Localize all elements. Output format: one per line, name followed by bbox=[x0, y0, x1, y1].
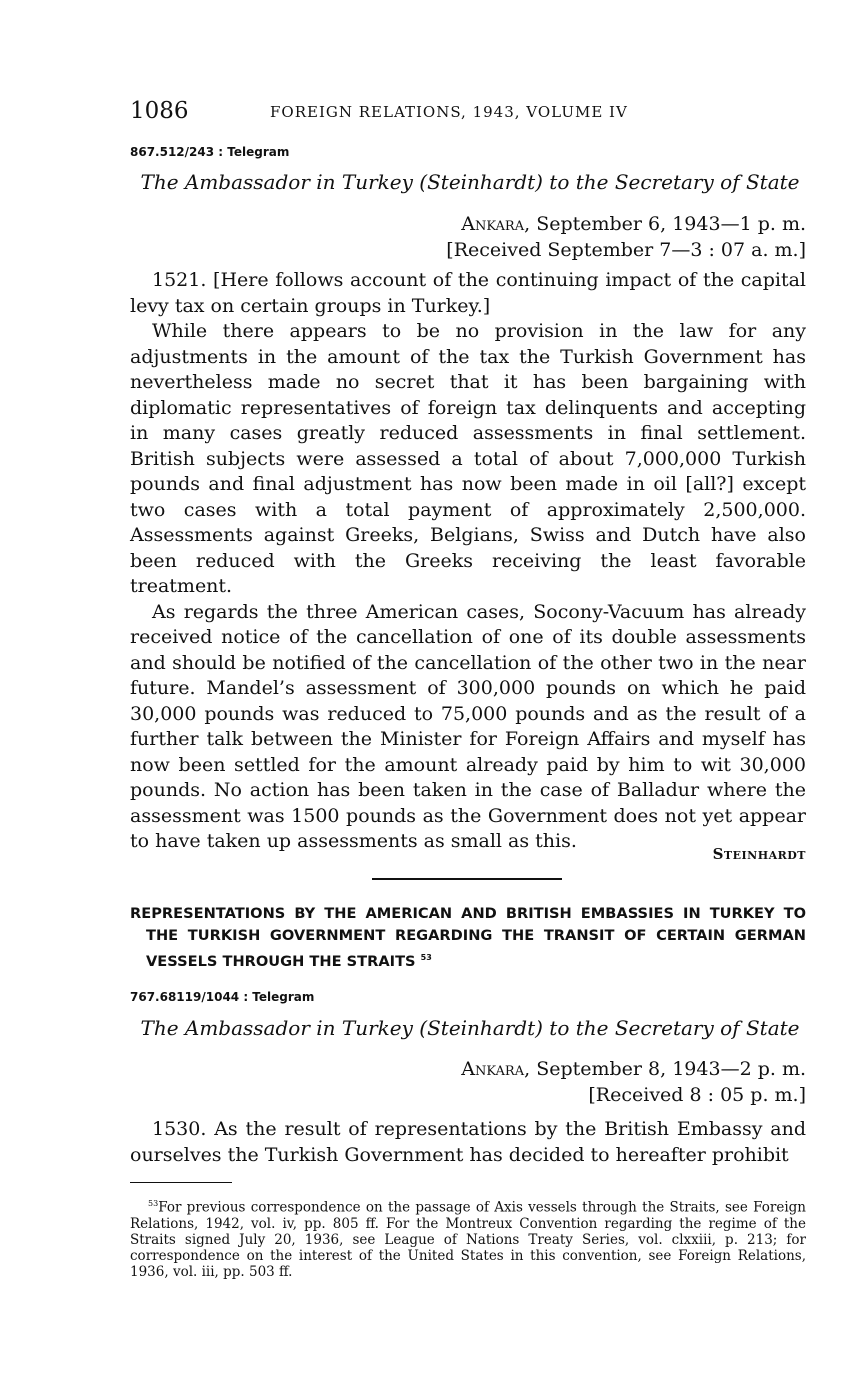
file-reference-1: 867.512/243 : Telegram bbox=[130, 145, 290, 159]
file-reference-2: 767.68119/1044 : Telegram bbox=[130, 990, 315, 1004]
signature: Steinhardt bbox=[712, 845, 806, 863]
dateline-date-1: , September 6, 1943—1 p. m. bbox=[524, 213, 806, 235]
section-heading bbox=[130, 903, 806, 973]
footnote-reference: 53 bbox=[420, 953, 432, 962]
paragraph-2: While there appears to be no provision in the law for any adjustments in the amount of the tax the Turkish Government has nevertheless made no secret that it has been bargaining with diplomatic representatives of foreign tax delinquents and accepting in many cases greatly reduced assessments in final settlement. British subjects were assessed a total of about 7,000,000 Turkish pounds and final adjustment has now been made in oil [all?] except two cases with a total payment of approximately 2,500,000. Assessments against Greeks, Belgians, Swiss and Dutch have also been reduced with the Greeks receiving the least favorable treatment. bbox=[130, 320, 806, 597]
running-head: FOREIGN RELATIONS, 1943, VOLUME IV bbox=[270, 103, 628, 121]
dateline-date-2: , September 8, 1943—2 p. m. bbox=[524, 1058, 806, 1080]
footnote bbox=[130, 1196, 806, 1280]
dateline-2 bbox=[130, 1058, 806, 1080]
page-number: 1086 bbox=[130, 98, 189, 124]
received-line-2: [Received 8 : 05 p. m.] bbox=[588, 1084, 806, 1106]
telegram-body-1 bbox=[130, 268, 806, 855]
telegram-body-2 bbox=[130, 1117, 806, 1168]
received-line-1: [Received September 7—3 : 07 a. m.] bbox=[446, 239, 806, 261]
dateline-place-2: Ankara bbox=[461, 1058, 525, 1080]
footnote-divider bbox=[130, 1182, 232, 1183]
document-title-2: The Ambassador in Turkey (Steinhardt) to the Secretary of State bbox=[140, 1016, 800, 1040]
paragraph-3: As regards the three American cases, Socony-Vacuum has already received notice of the cancellation of one of its double assessments and should be notified of the cancellation of the other two in the near future. Mandel’s assessment of 300,000 pounds on which he paid 30,000 pounds was reduced to 75,000 pounds and as the result of a further talk between the Minister for Foreign Affairs and myself has now been settled for the amount already paid by him to wit 30,000 pounds. No action has been taken in the case of Balladur where the assessment was 1500 pounds as the Government does not yet appear to have taken up assessments as small as this. bbox=[130, 600, 806, 852]
footnote-text: For previous correspondence on the passage of Axis vessels through the Straits, see Foreign Relations, 1942, vol. iv, pp. 805 ff. For the Montreux Convention regarding the regime of the Straits signed July 20, 1936, see League of Nations Treaty Series, vol. clxxiii, p. 213; for correspondence on the interest of the United States in this convention, see Foreign Relations, 1936, vol. iii, pp. 503 ff. bbox=[130, 1199, 806, 1280]
footnote-number: 53 bbox=[148, 1199, 159, 1208]
dateline-place-1: Ankara bbox=[461, 213, 525, 235]
paragraph-1: 1521. [Here follows account of the continuing impact of the capital levy tax on certain groups in Turkey.] bbox=[130, 269, 806, 317]
paragraph-4: 1530. As the result of representations by the British Embassy and ourselves the Turkish Government has decided to hereafter prohibit bbox=[130, 1118, 806, 1166]
document-title-1: The Ambassador in Turkey (Steinhardt) to the Secretary of State bbox=[140, 170, 800, 194]
section-divider bbox=[372, 878, 562, 880]
section-heading-text: REPRESENTATIONS BY THE AMERICAN AND BRITISH EMBASSIES IN TURKEY TO THE TURKISH GOVERNMENT REGARDING THE TRANSIT OF CERTAIN GERMAN VESSELS THROUGH THE STRAITS bbox=[130, 905, 806, 970]
dateline-1 bbox=[130, 213, 806, 235]
page-header bbox=[130, 98, 810, 128]
